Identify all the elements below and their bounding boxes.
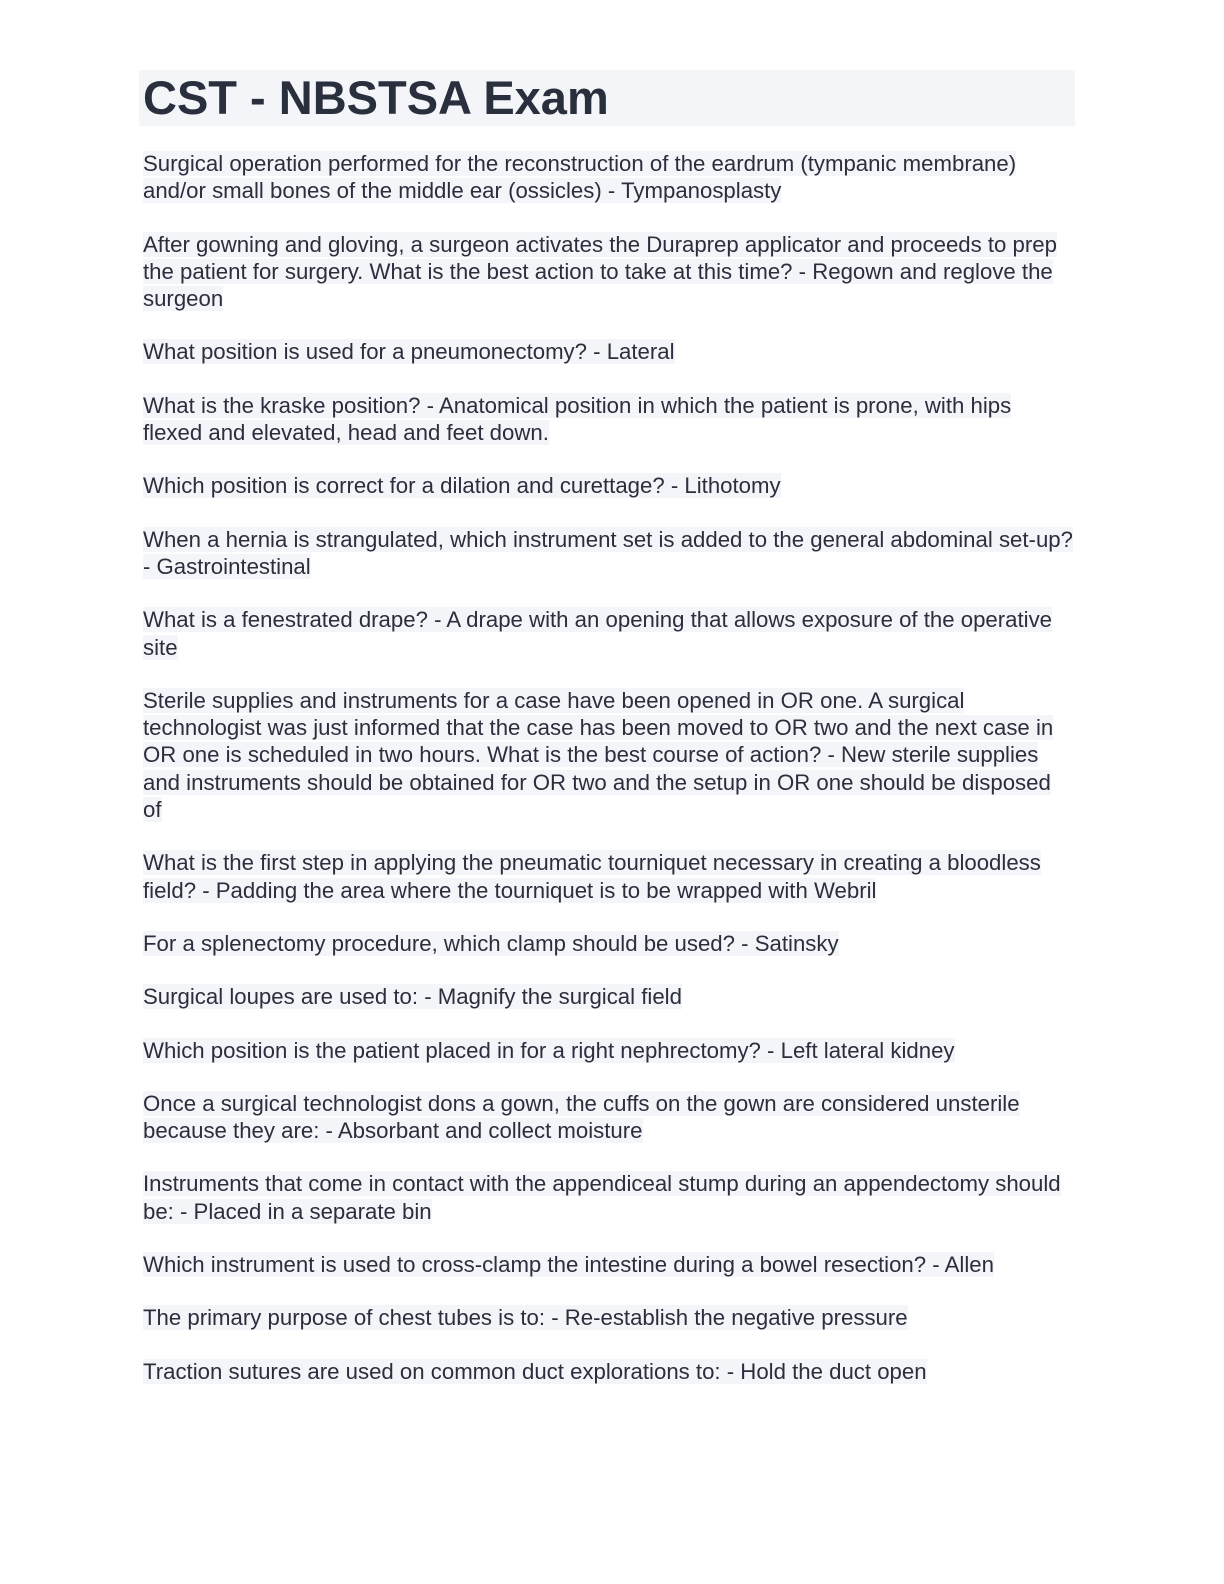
qa-list bbox=[139, 150, 1075, 1385]
qa-item bbox=[139, 1304, 1075, 1331]
qa-item bbox=[139, 983, 1075, 1010]
qa-text: Sterile supplies and instruments for a case have been opened in OR one. A surgical technologist was just informed that the case has been moved to OR two and the next case in OR one is scheduled in two hours. What is the best course of action? - New sterile supplies and instruments should be obtained for OR two and the setup in OR one should be disposed of bbox=[143, 687, 1054, 823]
qa-item bbox=[139, 687, 1075, 823]
document-page bbox=[139, 70, 1075, 1411]
qa-text: What is the kraske position? - Anatomical position in which the patient is prone, with hips flexed and elevated, head and feet down. bbox=[143, 392, 1012, 446]
qa-item bbox=[139, 392, 1075, 447]
qa-text: For a splenectomy procedure, which clamp should be used? - Satinsky bbox=[143, 930, 839, 956]
qa-text: The primary purpose of chest tubes is to: - Re-establish the negative pressure bbox=[143, 1305, 908, 1331]
qa-item bbox=[139, 472, 1075, 499]
qa-text: After gowning and gloving, a surgeon activates the Duraprep applicator and proceeds to prep the patient for surgery. What is the best action to take at this time? - Regown and reglove the surgeon bbox=[143, 231, 1057, 312]
qa-text: What is the first step in applying the pneumatic tourniquet necessary in creating a bloodless field? - Padding the area where the tourniquet is to be wrapped with Webril bbox=[143, 850, 1041, 903]
qa-item bbox=[139, 1251, 1075, 1278]
qa-text: Which position is correct for a dilation and curettage? - Lithotomy bbox=[143, 473, 781, 499]
qa-item bbox=[139, 1037, 1075, 1064]
qa-text: Which instrument is used to cross-clamp the intestine during a bowel resection? - Allen bbox=[143, 1252, 994, 1278]
qa-item bbox=[139, 231, 1075, 313]
qa-item bbox=[139, 526, 1075, 581]
qa-item bbox=[139, 150, 1075, 205]
qa-item bbox=[139, 338, 1075, 365]
qa-item bbox=[139, 1090, 1075, 1145]
page-title: CST - NBSTSA Exam bbox=[139, 70, 1075, 126]
qa-text: Surgical operation performed for the reconstruction of the eardrum (tympanic membrane) and/or small bones of the middle ear (ossicles) - Tympanosplasty bbox=[143, 151, 1017, 204]
qa-text: Traction sutures are used on common duct explorations to: - Hold the duct open bbox=[143, 1358, 927, 1384]
qa-text: Surgical loupes are used to: - Magnify the surgical field bbox=[143, 984, 682, 1010]
qa-text: What position is used for a pneumonectomy? - Lateral bbox=[143, 339, 675, 365]
qa-item bbox=[139, 1358, 1075, 1385]
qa-item bbox=[139, 930, 1075, 957]
qa-item bbox=[139, 849, 1075, 904]
qa-item bbox=[139, 606, 1075, 661]
qa-text: What is a fenestrated drape? - A drape with an opening that allows exposure of the operative site bbox=[143, 607, 1053, 660]
qa-item bbox=[139, 1170, 1075, 1225]
qa-text: Which position is the patient placed in for a right nephrectomy? - Left lateral kidney bbox=[143, 1037, 955, 1063]
qa-text: Instruments that come in contact with the appendiceal stump during an appendectomy should be: - Placed in a separate bin bbox=[143, 1171, 1061, 1224]
qa-text: When a hernia is strangulated, which instrument set is added to the general abdominal set-up? - Gastrointestinal bbox=[143, 526, 1073, 579]
qa-text: Once a surgical technologist dons a gown, the cuffs on the gown are considered unsterile because they are: - Absorbant and collect moisture bbox=[143, 1090, 1020, 1144]
